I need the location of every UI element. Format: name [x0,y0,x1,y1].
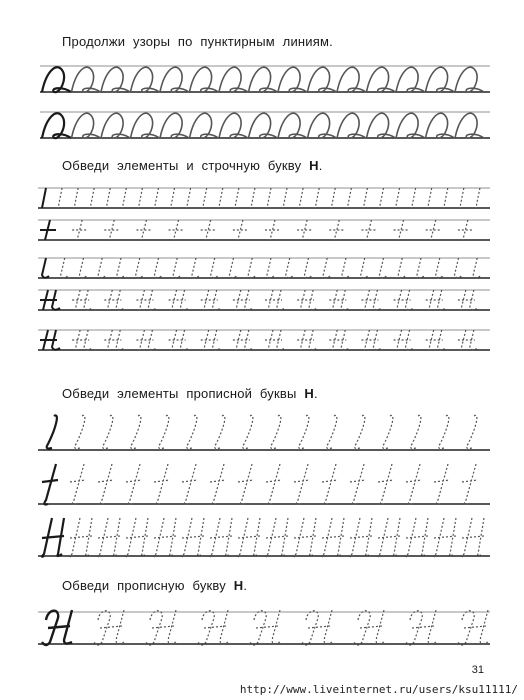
loop-pattern [160,67,189,92]
letter-element [267,188,271,208]
loop-pattern [367,113,396,138]
letter-element [61,258,68,278]
letter-element [104,220,120,240]
capital-letter-trace [458,610,488,645]
capital-element [243,415,253,448]
letter-element [40,220,56,240]
capital-element [182,518,204,557]
letter-element [394,220,410,240]
letter-element [173,258,180,278]
capital-element [182,464,198,505]
letter-element [233,220,249,240]
loop-pattern [72,113,101,138]
capital-element [131,415,141,448]
letter-element [211,258,218,278]
letter-element [283,188,287,208]
loop-pattern [42,67,71,92]
capital-element [266,464,282,505]
capital-element [299,415,309,448]
capital-element [462,464,478,505]
capital-element [406,464,422,505]
letter-element [315,188,319,208]
letter-element [136,258,143,278]
letter-element [398,258,405,278]
letter-element [428,188,432,208]
letter-element [203,188,207,208]
capital-element [462,518,484,557]
instruction-uppercase-letter: Обведи прописную букву Н. [62,578,248,593]
pattern-rows [0,56,524,156]
letter-element [473,258,480,278]
letter-element [267,258,274,278]
capital-element [411,415,421,448]
capital-element [159,415,169,448]
uppercase-letter-row [0,600,524,660]
letter-element [380,188,384,208]
letter-element [297,290,317,310]
loop-pattern [278,67,307,92]
loop-pattern [367,67,396,92]
letter-element [412,188,416,208]
letter-element [458,330,478,350]
capital-element [266,518,288,557]
letter-element [248,258,255,278]
letter-element [444,188,448,208]
letter-element [329,290,349,310]
letter-element [297,220,313,240]
loop-pattern [190,67,219,92]
letter-element [80,258,87,278]
capital-element [406,518,428,557]
letter-element [460,188,464,208]
capital-element [75,415,85,448]
letter-element [361,220,377,240]
letter-element [265,330,285,350]
letter-element [90,188,94,208]
capital-element [350,518,372,557]
loop-pattern [455,113,484,138]
letter-element [117,258,124,278]
letter-element [42,258,49,278]
letter-element [297,330,317,350]
letter-element [201,290,221,310]
letter-element [305,258,312,278]
letter-element [235,188,239,208]
uppercase-element-rows [0,406,524,566]
capital-element [378,518,400,557]
loop-pattern [131,67,160,92]
loop-pattern [426,67,455,92]
loop-pattern [396,67,425,92]
letter-element [329,330,349,350]
capital-element [98,464,114,505]
letter-element [361,290,381,310]
capital-element [439,415,449,448]
capital-letter-trace [250,610,280,645]
letter-element [299,188,303,208]
target-letter: Н [304,386,314,401]
instruction-lowercase: Обведи элементы и строчную букву Н. [62,158,323,173]
letter-element [458,220,474,240]
letter-element [42,188,46,208]
loop-pattern [396,113,425,138]
letter-element [219,188,223,208]
letter-element [331,188,335,208]
letter-element [58,188,62,208]
capital-element [434,464,450,505]
letter-element [72,290,92,310]
letter-element [155,188,159,208]
letter-element [265,220,281,240]
letter-element [361,330,381,350]
letter-element [233,330,253,350]
watermark: http://www.liveinternet.ru/users/ksu11111/ [239,683,518,696]
letter-element [380,258,387,278]
letter-element [455,258,462,278]
capital-element [103,415,113,448]
letter-element [169,220,185,240]
letter-element [394,330,414,350]
capital-element [378,464,394,505]
capital-element [210,464,226,505]
letter-element [426,220,442,240]
letter-element [104,290,124,310]
capital-element [70,518,92,557]
loop-pattern [337,113,366,138]
letter-element [136,220,152,240]
letter-element [155,258,162,278]
capital-element [238,464,254,505]
letter-element [394,290,414,310]
loop-pattern [101,113,130,138]
capital-letter-trace [94,610,124,645]
letter-element [138,188,142,208]
loop-pattern [426,113,455,138]
letter-element [136,330,156,350]
letter-element [436,258,443,278]
letter-element [265,290,285,310]
loop-pattern [72,67,101,92]
capital-element [271,415,281,448]
letter-element [342,258,349,278]
letter-element [329,220,345,240]
loop-pattern [219,67,248,92]
letter-element [169,290,189,310]
letter-element [347,188,351,208]
capital-element [47,415,57,448]
loop-pattern [219,113,248,138]
letter-element [363,188,367,208]
letter-element [233,290,253,310]
letter-element [361,258,368,278]
letter-element [40,330,60,350]
capital-element [383,415,393,448]
loop-pattern [131,113,160,138]
capital-element [322,464,338,505]
letter-element [74,188,78,208]
capital-element [355,415,365,448]
letter-element [286,258,293,278]
letter-element [98,258,105,278]
capital-element [154,464,170,505]
page-number: 31 [471,664,484,676]
capital-element [467,415,477,448]
loop-pattern [160,113,189,138]
letter-element [40,290,60,310]
capital-element [98,518,120,557]
letter-element [323,258,330,278]
letter-element [136,290,156,310]
letter-element [201,330,221,350]
loop-pattern [308,67,337,92]
loop-pattern [249,113,278,138]
target-letter: Н [309,158,319,173]
letter-element [396,188,400,208]
capital-element [210,518,232,557]
loop-pattern [42,113,71,138]
capital-letter-trace [42,610,72,645]
letter-element [426,330,446,350]
capital-element [42,518,64,557]
capital-element [154,518,176,557]
capital-element [434,518,456,557]
letter-element [104,330,124,350]
letter-element [72,330,92,350]
capital-letter-trace [198,610,228,645]
loop-pattern [190,113,219,138]
letter-element [72,220,88,240]
letter-element [201,220,217,240]
capital-element [187,415,197,448]
letter-element [476,188,480,208]
loop-pattern [101,67,130,92]
letter-element [106,188,110,208]
capital-letter-trace [302,610,332,645]
letter-element [230,258,237,278]
loop-pattern [278,113,307,138]
capital-letter-trace [146,610,176,645]
letter-element [187,188,191,208]
capital-element [238,518,260,557]
loop-pattern [337,67,366,92]
loop-pattern [249,67,278,92]
letter-element [426,290,446,310]
letter-element [251,188,255,208]
letter-element [192,258,199,278]
capital-element [350,464,366,505]
capital-element [70,464,86,505]
capital-element [327,415,337,448]
capital-element [215,415,225,448]
target-letter: Н [233,578,244,593]
loop-pattern [455,67,484,92]
letter-element [171,188,175,208]
letter-element [169,330,189,350]
capital-element [126,518,148,557]
capital-letter-trace [406,610,436,645]
letter-element [122,188,126,208]
instruction-uppercase-elements: Обведи элементы прописной буквы Н. [62,386,318,401]
loop-pattern [308,113,337,138]
letter-element [417,258,424,278]
capital-element [42,464,58,505]
capital-element [294,464,310,505]
lowercase-rows [0,180,524,370]
capital-element [294,518,316,557]
instruction-patterns: Продолжи узоры по пунктирным линиям. [62,34,333,49]
capital-element [322,518,344,557]
capital-element [126,464,142,505]
capital-letter-trace [354,610,384,645]
letter-element [458,290,478,310]
